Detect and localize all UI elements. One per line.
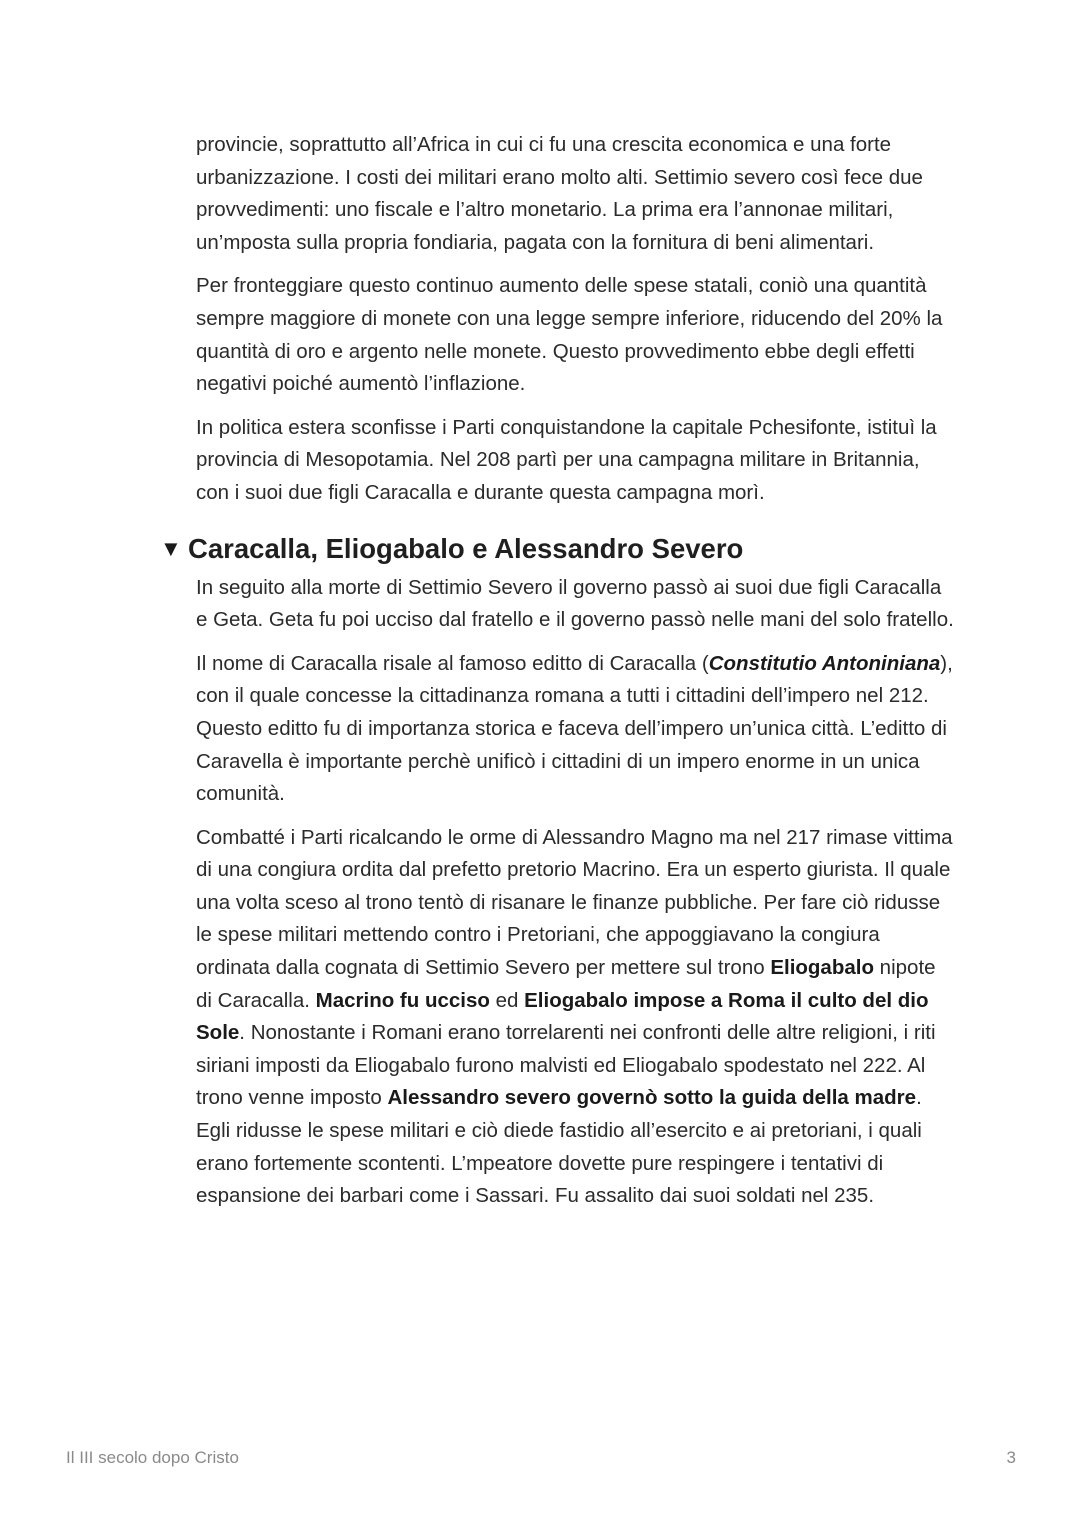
bold-term: Alessandro severo governò sotto la guida della madre [387,1086,917,1110]
paragraph-succession: In seguito alla morte di Settimio Severo il governo passò ai suoi due figli Caracalla e Geta. Geta fu poi ucciso dal fratello e il governo passò nelle mani del solo fratello. [196,575,954,632]
paragraph-eliogabalo-alessandro [196,822,956,1213]
collapse-triangle-icon[interactable]: ▼ [160,535,182,561]
paragraph-monetary-policy: Per fronteggiare questo continuo aumento delle spese statali, coniò una quantità sempre maggiore di monete con una legge sempre inferiore, riducendo del 20% la quantità di oro e argento nelle monete. Questo provvedimento ebbe degli effetti negativi poiché aumentò l’inflazione. [196,274,943,396]
text-run: . Nonostante i Romani erano torrelarenti nei confronti delle altre religioni, i riti siriani imposti da Eliogabalo furono malvisti ed Eliogabalo spodestato nel 222. Al trono venne imposto [196,1021,936,1110]
section-heading-text: Caracalla, Eliogabalo e Alessandro Severo [188,532,744,564]
text-run: ed [489,988,525,1012]
text-run: ), con il quale concesse la cittadinanza romana a tutti i cittadini dell’impero nel 212. Questo editto fu di importanza storica e faceva dell’impero un’unica città. L’editto di Caravella è importante perchè unificò i cittadini di un impero enorme in un unica comunità. [196,651,953,806]
bold-term: Eliogabalo [770,956,874,980]
bold-term: Eliogabalo impose a Roma il culto del dio Sole [196,988,929,1045]
paragraph-economy: provincie, soprattutto all’Africa in cui ci fu una crescita economica e una forte urbanizzazione. I costi dei militari erano molto alti. Settimio severo così fece due provvedimenti: uno fiscale e l’altro monetario. La prima era l’annonae militari, un’mposta sulla propria fondiaria, pagata con la fornitura di beni alimentari. [196,133,923,254]
paragraph-foreign-policy: In politica estera sconfisse i Parti conquistandone la capitale Pchesifonte, istituì la provincia di Mesopotamia. Nel 208 partì per una campagna militare in Britannia, con i suoi due figli Caracalla e durante questa campagna morì. [196,415,937,504]
section-heading-caracalla[interactable] [160,532,956,566]
text-run: nipote di Caracalla. [196,956,936,1012]
paragraph-constitutio [196,648,956,811]
text-run: Combatté i Parti ricalcando le orme di Alessandro Magno ma nel 217 rimase vittima di una congiura ordita dal prefetto pretorio Macrino. Era un esperto giurista. Il quale una volta sceso al trono tentò di risanare le finanze pubbliche. Per fare ciò ridusse le spese militari mettendo contro i Pretoriani, che appoggiavano la congiura ordinata dalla cognata di Settimio Severo per mettere sul trono [196,825,953,980]
footer-document-title: Il III secolo dopo Cristo [66,1448,239,1467]
text-run: . Egli ridusse le spese militari e ciò diede fastidio all’esercito e ai pretoriani, i quali erano fortemente scontenti. L’mpeatore dovette pure respingere i tentativi di espansione dei barbari come i Sassari. Fu assalito dai suoi soldati nel 235. [196,1086,922,1208]
bold-term: Macrino fu ucciso [315,988,490,1012]
page-content [160,129,956,1224]
footer-page-number: 3 [1006,1448,1016,1467]
bold-italic-term: Constitutio Antoniniana [708,651,941,675]
text-run: Il nome di Caracalla risale al famoso editto di Caracalla ( [196,651,709,675]
